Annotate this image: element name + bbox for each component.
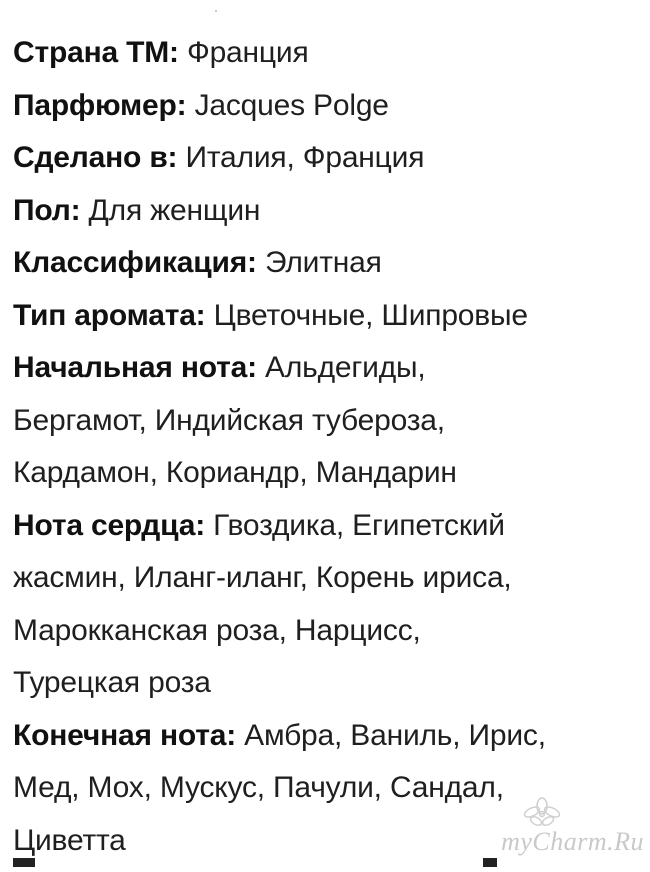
spec-label: Классификация: <box>13 246 257 279</box>
spec-value: Бергамот, Индийская тубероза, <box>13 403 445 437</box>
spec-value: Циветта <box>13 823 126 857</box>
spec-line <box>13 395 638 448</box>
spec-label: Сделано в: <box>13 141 178 174</box>
spec-line <box>13 290 638 343</box>
spec-value: Италия, Франция <box>177 141 425 174</box>
text-fragment <box>13 858 35 867</box>
spec-line <box>13 657 638 710</box>
text-fragment <box>483 858 497 867</box>
spec-line <box>13 605 638 658</box>
spec-value: Кардамон, Кориандр, Мандарин <box>13 456 457 489</box>
spec-line <box>13 237 638 290</box>
spec-label: Конечная нота: <box>13 718 237 752</box>
spec-line <box>13 342 638 395</box>
spec-line <box>13 80 638 133</box>
spec-line <box>13 27 638 80</box>
spec-label: Нота сердца: <box>13 508 206 542</box>
flower-icon <box>520 797 564 831</box>
spec-line <box>13 500 638 553</box>
spec-line <box>13 552 638 605</box>
spec-label: Парфюмер: <box>13 88 187 122</box>
watermark-text: myCharm.Ru <box>501 827 644 856</box>
spec-value: Элитная <box>256 246 382 279</box>
spec-value: Мед, Мох, Мускус, Пачули, Сандал, <box>13 771 504 804</box>
spec-value: Амбра, Ваниль, Ирис, <box>236 718 546 752</box>
spec-value: Альдегиды, <box>256 351 426 384</box>
spec-value: Гвоздика, Египетский <box>205 508 505 542</box>
spec-label: Начальная нота: <box>13 351 257 384</box>
spec-value: Для женщин <box>80 193 261 227</box>
spec-value: жасмин, Иланг-иланг, Корень ириса, <box>13 561 512 594</box>
spec-value: Турецкая роза <box>13 666 211 699</box>
spec-label: Страна ТМ: <box>13 36 179 69</box>
perfume-spec-list <box>13 27 638 867</box>
spec-label: Тип аромата: <box>13 298 206 332</box>
spec-line <box>13 447 638 500</box>
spec-value: Франция <box>178 36 309 69</box>
spec-value: Цветочные, Шипровые <box>205 298 528 332</box>
spec-value: Jacques Polge <box>186 88 389 122</box>
spec-label: Пол: <box>13 193 81 227</box>
spec-line <box>13 185 638 238</box>
dust-speck <box>215 10 217 12</box>
spec-value: Марокканская роза, Нарцисс, <box>13 613 421 647</box>
site-watermark <box>458 797 644 857</box>
spec-line <box>13 132 638 185</box>
spec-line <box>13 710 638 763</box>
